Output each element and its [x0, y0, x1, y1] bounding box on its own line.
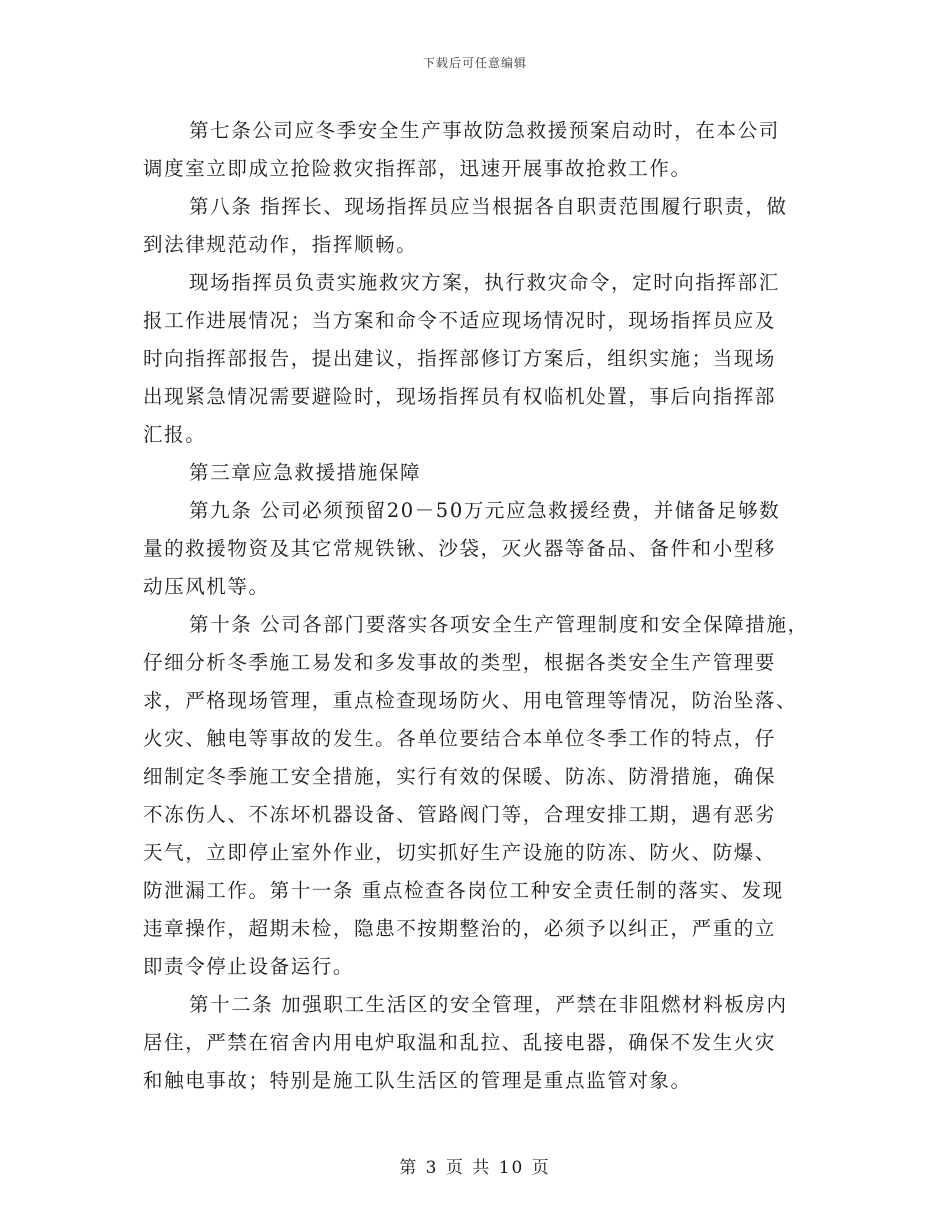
- text-line: 求，严格现场管理，重点检查现场防火、用电管理等情况，防治坠落、: [143, 689, 798, 712]
- text-line: 违章操作，超期未检，隐患不按期整治的，必须予以纠正，严重的立: [143, 917, 777, 940]
- page-number: 第 3 页 共 10 页: [399, 1158, 551, 1178]
- page-header: 下载后可任意编辑: [422, 56, 527, 70]
- text-line: 火灾、触电等事故的发生。各单位要结合本单位冬季工作的特点，仔: [143, 727, 777, 750]
- text-line: 汇报。: [143, 423, 207, 446]
- text-line: 不冻伤人、不冻坏机器设备、管路阀门等，合理安排工期，遇有恶劣: [143, 803, 777, 826]
- text-line: 第十二条 加强职工生活区的安全管理，严禁在非阻燃材料板房内: [189, 993, 788, 1016]
- text-line: 天气，立即停止室外作业，切实抓好生产设施的防冻、防火、防爆、: [143, 841, 777, 864]
- text-line: 第七条公司应冬季安全生产事故防急救援预案启动时，在本公司: [189, 119, 780, 142]
- text-line: 即责令停止设备运行。: [143, 955, 355, 978]
- text-line: 和触电事故；特别是施工队生活区的管理是重点监管对象。: [143, 1069, 692, 1092]
- text-line: 到法律规范动作，指挥顺畅。: [143, 233, 418, 256]
- text-line: 第九条 公司必须预留20－50万元应急救援经费，并储备足够数: [189, 499, 781, 522]
- text-line: 量的救援物资及其它常规铁锹、沙袋，灭火器等备品、备件和小型移: [143, 537, 777, 560]
- document-body: [143, 112, 815, 1100]
- text-line: 时向指挥部报告，提出建议，指挥部修订方案后，组织实施；当现场: [143, 347, 777, 370]
- text-line: 现场指挥员负责实施救灾方案，执行救灾命令，定时向指挥部汇: [189, 271, 780, 294]
- chapter-heading: 第三章应急救援措施保障: [189, 461, 422, 484]
- text-line: 第八条 指挥长、现场指挥员应当根据各自职责范围履行职责，做: [189, 195, 788, 218]
- text-line: 调度室立即成立抢险救灾指挥部，迅速开展事故抢救工作。: [143, 157, 692, 180]
- text-line: 报工作进展情况；当方案和命令不适应现场情况时，现场指挥员应及: [143, 309, 777, 332]
- text-line: 细制定冬季施工安全措施，实行有效的保暖、防冻、防滑措施，确保: [143, 765, 777, 788]
- text-line: 第十条 公司各部门要落实各项安全生产管理制度和安全保障措施，: [189, 613, 809, 636]
- text-line: 出现紧急情况需要避险时，现场指挥员有权临机处置，事后向指挥部: [143, 385, 777, 408]
- text-line: 动压风机等。: [143, 575, 270, 598]
- text-line: 居住，严禁在宿舍内用电炉取温和乱拉、乱接电器，确保不发生火灾: [143, 1031, 777, 1054]
- text-line: 仔细分析冬季施工易发和多发事故的类型，根据各类安全生产管理要: [143, 651, 777, 674]
- text-line: 防泄漏工作。第十一条 重点检查各岗位工种安全责任制的落实、发现: [143, 879, 784, 902]
